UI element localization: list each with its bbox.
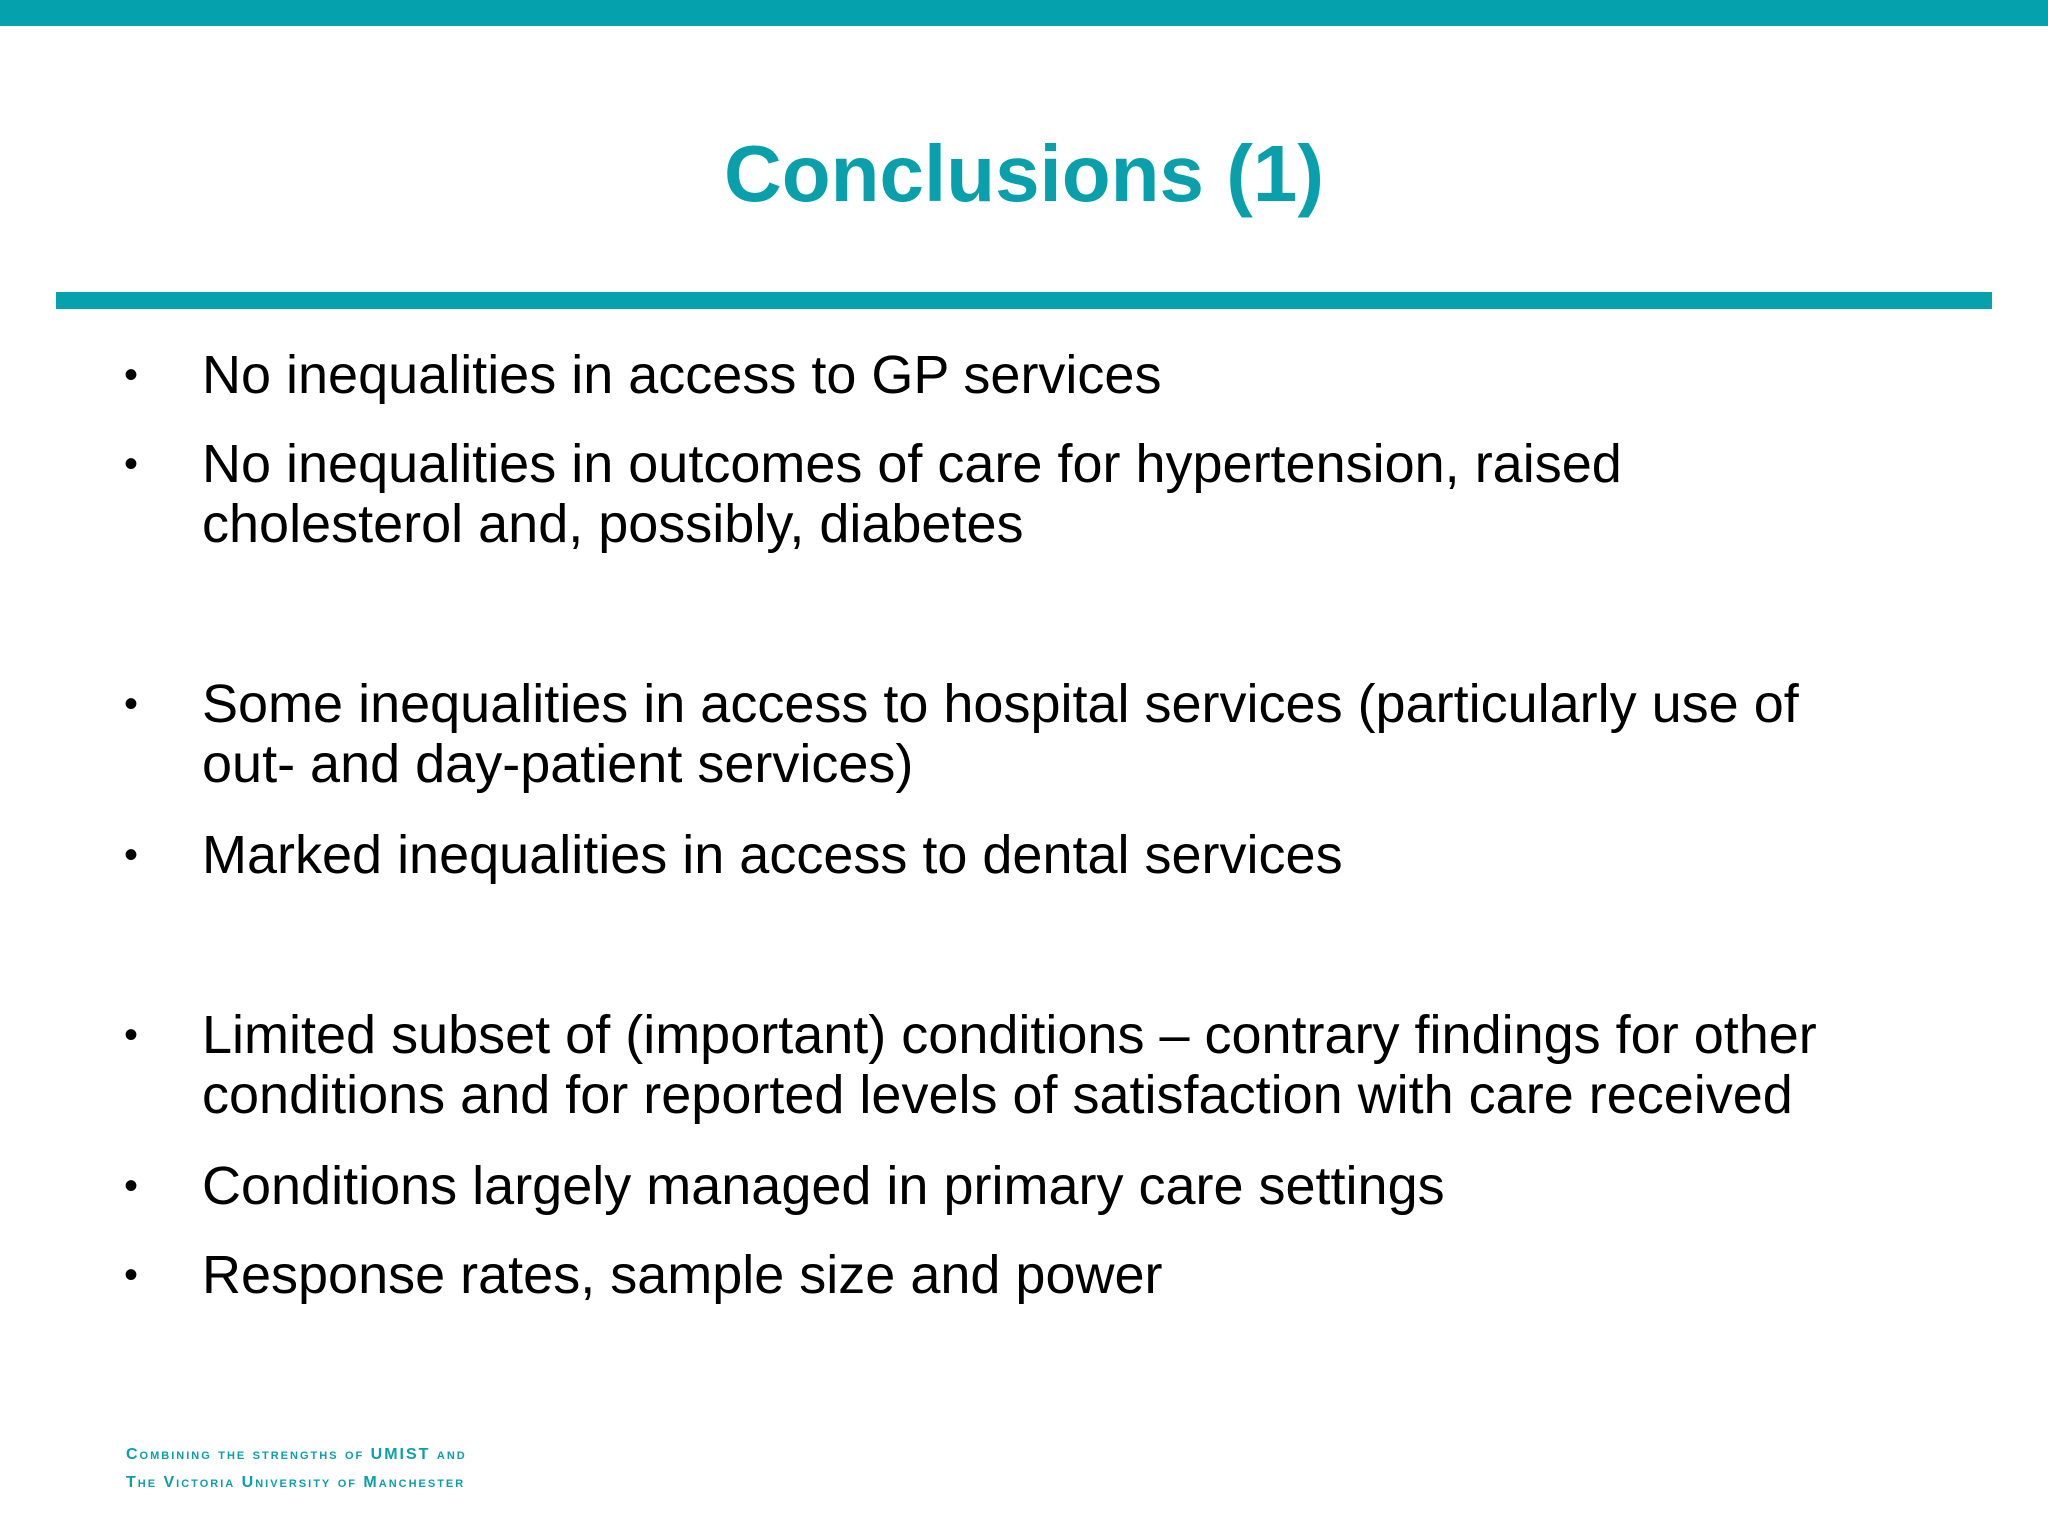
- bullet-line: No inequalities in outcomes of care for hypertension, raised: [202, 434, 1622, 494]
- bullet-text: [202, 345, 2002, 405]
- bullet-text: [202, 1005, 2002, 1125]
- university-footer: [126, 1441, 467, 1497]
- bullet-line: No inequalities in access to GP services: [202, 345, 1162, 405]
- slide-title: Conclusions (1): [723, 129, 1325, 218]
- bullet-line: Conditions largely managed in primary care settings: [202, 1156, 1445, 1216]
- bullet-line: Response rates, sample size and power: [202, 1245, 1163, 1305]
- bullet-icon: •: [124, 682, 139, 726]
- title-divider: [56, 292, 1992, 309]
- bullet-line: cholesterol and, possibly, diabetes: [202, 494, 1024, 554]
- bullet-line: Marked inequalities in access to dental services: [202, 825, 1343, 885]
- bullet-text: [202, 1156, 2002, 1216]
- bullet-icon: •: [124, 1253, 139, 1297]
- bullet-icon: •: [124, 442, 139, 486]
- bullet-line: out- and day-patient services): [202, 734, 914, 794]
- bullet-icon: •: [124, 1164, 139, 1208]
- footer-line-2: The Victoria University of Manchester: [126, 1474, 466, 1491]
- bullet-icon: •: [124, 1013, 139, 1057]
- bullet-text: [202, 825, 2002, 885]
- bullet-text: [202, 674, 2002, 794]
- bullet-line: Limited subset of (important) conditions – contrary findings for other: [202, 1005, 1817, 1065]
- bullet-text: [202, 434, 2002, 554]
- footer-line-1: Combining the strengths of UMIST and: [126, 1446, 467, 1463]
- bullet-line: Some inequalities in access to hospital services (particularly use of: [202, 674, 1799, 734]
- bullet-line: conditions and for reported levels of satisfaction with care received: [202, 1065, 1793, 1125]
- top-accent-bar: [0, 0, 2048, 26]
- bullet-icon: •: [124, 353, 139, 397]
- bullet-text: [202, 1245, 2002, 1305]
- bullet-icon: •: [124, 833, 139, 877]
